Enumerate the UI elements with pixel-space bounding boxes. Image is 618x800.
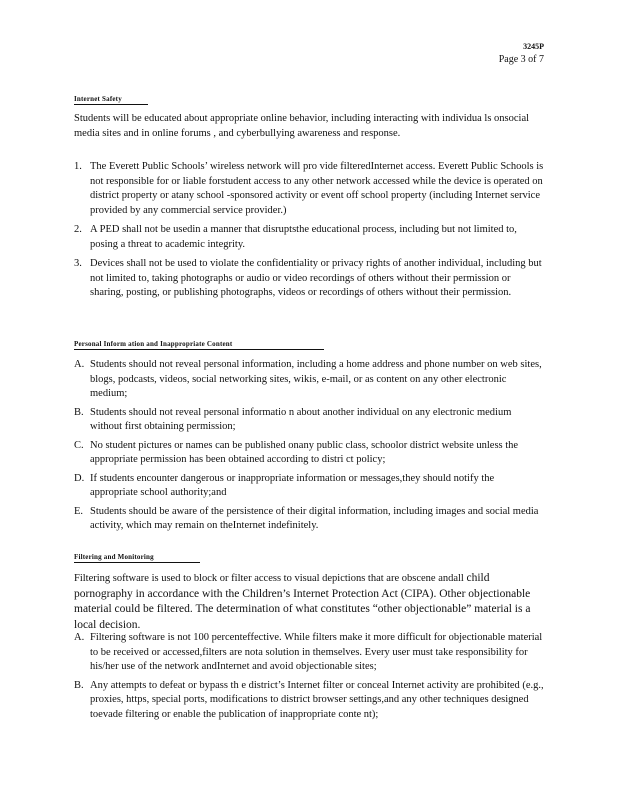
list-item	[74, 223, 544, 252]
list-item	[74, 257, 544, 301]
list-item-text: Any attempts to defeat or bypass th e district’s Internet filter or conceal Internet activity are prohibited (e.g., proxies, https, special ports, modifications to district browser settings,and any other techniques designed toevade filtering or enable the publication of inappropriate conte nt);	[90, 679, 544, 720]
list-item	[74, 472, 544, 501]
list-item	[74, 160, 544, 218]
list-marker: E.	[74, 505, 84, 517]
list-marker: 2.	[74, 224, 82, 235]
list-marker: B.	[74, 406, 84, 418]
page-header	[499, 42, 544, 66]
list-marker: A.	[74, 359, 85, 370]
personal-information-list	[74, 358, 544, 534]
list-item-text: Students should be aware of the persistence of their digital information, including images and social media activity, which may remain on theInternet indefinitely.	[90, 505, 539, 531]
internet-safety-intro: Students will be educated about appropriate online behavior, including interacting with individua ls onsocial media sites and in online forums , and cyberbullying awareness and response.	[74, 113, 530, 139]
filtering-monitoring-heading: Filtering and Monitoring	[74, 553, 200, 563]
policy-number: 3245P	[523, 42, 544, 51]
list-item	[74, 679, 544, 723]
list-item-text: Students should not reveal personal information, including a home address and phone number on web sites, blogs, podcasts, videos, social networking sites, wikis, e-mail, or as content on any other electronic medium;	[90, 359, 542, 399]
list-marker: B.	[74, 679, 84, 691]
filtering-list	[74, 631, 544, 722]
list-item-text: If students encounter dangerous or inappropriate information or messages,they should notify the appropriate school authority;and	[90, 472, 495, 498]
personal-information-heading: Personal Inform ation and Inappropriate Content	[74, 340, 324, 350]
list-item	[74, 358, 544, 402]
list-item	[74, 505, 544, 534]
filtering-intro	[74, 571, 544, 633]
internet-safety-heading: Internet Safety	[74, 95, 148, 105]
list-marker: 3.	[74, 258, 82, 269]
filtering-intro-part1: Filtering software is used to block or filter access to visual depictions that are obscene andall	[74, 573, 467, 584]
list-marker: D.	[74, 472, 85, 484]
list-item-text: A PED shall not be usedin a manner that disruptsthe educational process, including but not limited to, posing a threat to academic integrity.	[90, 224, 517, 250]
list-item	[74, 631, 544, 675]
list-item-text: Devices shall not be used to violate the confidentiality or privacy rights of another individual, including but not limited to, taking photographs or audio or video recordings of others without their permission or sharing, posting, or publishing photographs, videos or recordings of others without their permission.	[90, 258, 542, 298]
list-marker: A.	[74, 632, 85, 643]
list-item-text: No student pictures or names can be published onany public class, schoolor district website unless the appropriate permission has been obtained according to distri ct policy;	[90, 439, 519, 465]
list-item	[74, 406, 544, 435]
page-number: Page 3 of 7	[498, 54, 544, 65]
internet-safety-list	[74, 160, 544, 301]
list-item-text: Students should not reveal personal informatio n about another individual on any electronic medium without first obtaining permission;	[90, 406, 512, 432]
list-marker: C.	[74, 439, 84, 451]
list-item-text: Filtering software is not 100 percenteffective. While filters make it more difficult for objectionable material to be received or accessed,filters are nota solution in themselves. Every user must take responsibility for his/her use of the network andInternet and avoid objectionable sites;	[90, 632, 543, 672]
list-item-text: The Everett Public Schools’ wireless network will pro vide filteredInternet access. Everett Public Schools is not responsible for or liable forstudent access to any other network accessed while the device is operated on district property or atany school -sponsored activity or event off school property (including Internet service provided by any commercial service provider.)	[90, 161, 544, 216]
filtering-intro-part2: child pornography in accordance with the Children’s Internet Protection Act (CIPA). Other objectionable material could be filtered. The determination of what constitutes “other objectionable” material is a local decision.	[74, 572, 531, 631]
list-marker: 1.	[74, 161, 82, 172]
list-item	[74, 439, 544, 468]
